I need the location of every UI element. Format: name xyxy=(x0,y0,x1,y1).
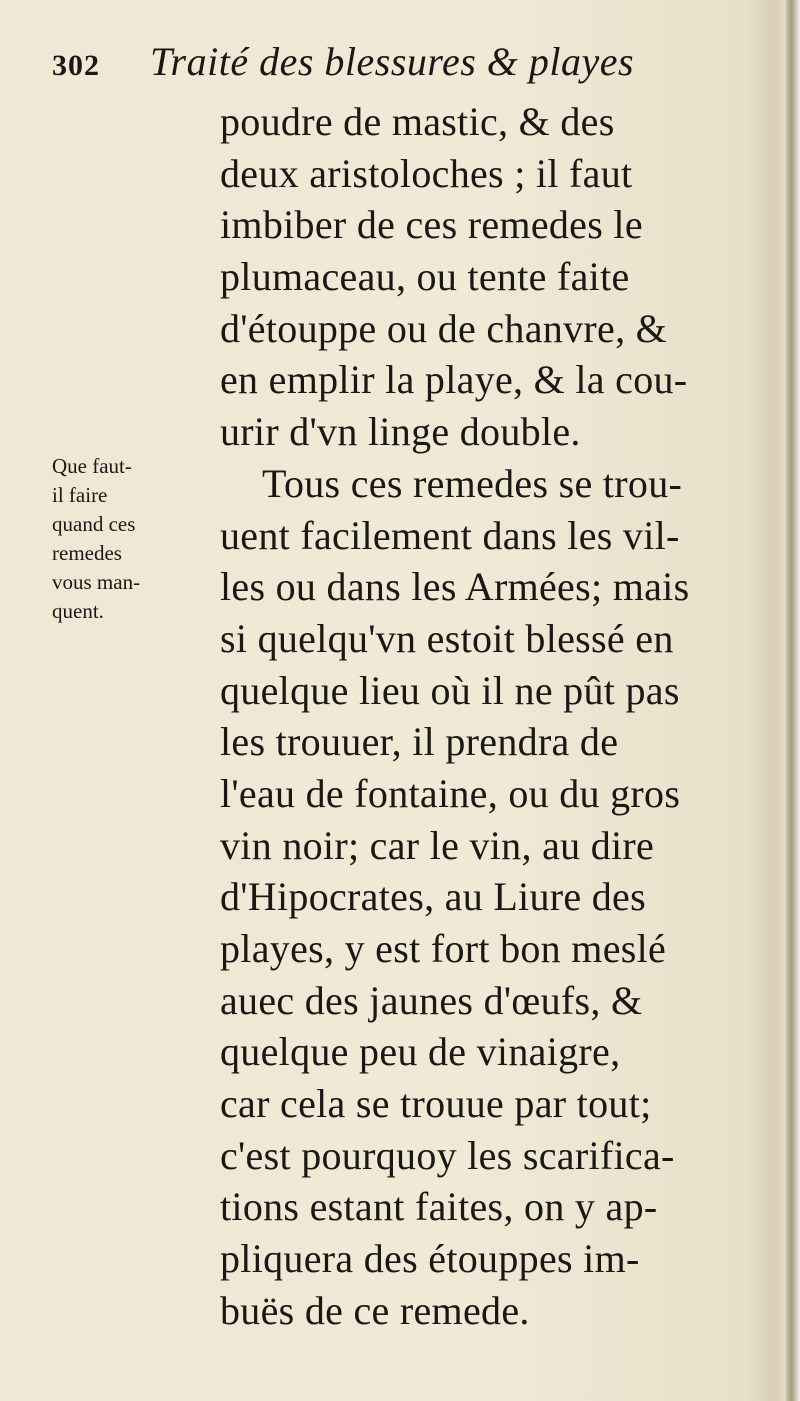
text-line: tions estant faites, on y ap- xyxy=(220,1184,658,1230)
text-line: deux aristoloches ; il faut xyxy=(220,150,633,196)
margin-note-line: il faire xyxy=(52,483,108,507)
text-line: en emplir la playe, & la cou- xyxy=(220,357,688,403)
margin-note-line: remedes xyxy=(52,541,122,565)
page-header xyxy=(52,38,634,88)
text-line: pliquera des étouppes im- xyxy=(220,1236,640,1282)
margin-note xyxy=(52,452,217,626)
text-line: c'est pourquoy les scarifica- xyxy=(220,1132,675,1178)
text-line: quelque peu de vinaigre, xyxy=(220,1029,621,1075)
text-line: uent facilement dans les vil- xyxy=(220,512,680,558)
text-line: poudre de mastic, & des xyxy=(220,99,615,144)
margin-note-line: quent. xyxy=(52,599,104,623)
text-line: urir d'vn linge double. xyxy=(220,409,581,455)
margin-note-line: quand ces xyxy=(52,512,136,536)
margin-note-line: vous man- xyxy=(52,570,141,594)
running-title: Traité des blessures & playes xyxy=(150,39,635,84)
text-line: playes, y est fort bon meslé xyxy=(220,926,667,971)
text-line: les ou dans les Armées; mais xyxy=(220,564,690,610)
text-line: l'eau de fontaine, ou du gros xyxy=(220,770,681,816)
text-line: d'Hipocrates, au Liure des xyxy=(220,874,646,920)
body-text xyxy=(220,96,780,1337)
text-line: les trouuer, il prendra de xyxy=(220,719,619,765)
paragraph-start-line: Tous ces remedes se trou- xyxy=(262,460,683,506)
text-line: vin noir; car le vin, au dire xyxy=(220,822,655,868)
page-edge xyxy=(786,0,800,1401)
text-line: imbiber de ces remedes le xyxy=(220,202,643,248)
text-line: car cela se trouue par tout; xyxy=(220,1081,652,1127)
margin-note-line: Que faut- xyxy=(52,454,132,478)
text-line: plumaceau, ou tente faite xyxy=(220,254,630,300)
page-number: 302 xyxy=(52,49,100,82)
text-line: auec des jaunes d'œufs, & xyxy=(220,977,643,1023)
text-line: buës de ce remede. xyxy=(220,1287,530,1333)
text-line: quelque lieu où il ne pût pas xyxy=(220,667,680,713)
text-line: si quelqu'vn estoit blessé en xyxy=(220,615,674,661)
text-line: d'étouppe ou de chanvre, & xyxy=(220,305,668,351)
